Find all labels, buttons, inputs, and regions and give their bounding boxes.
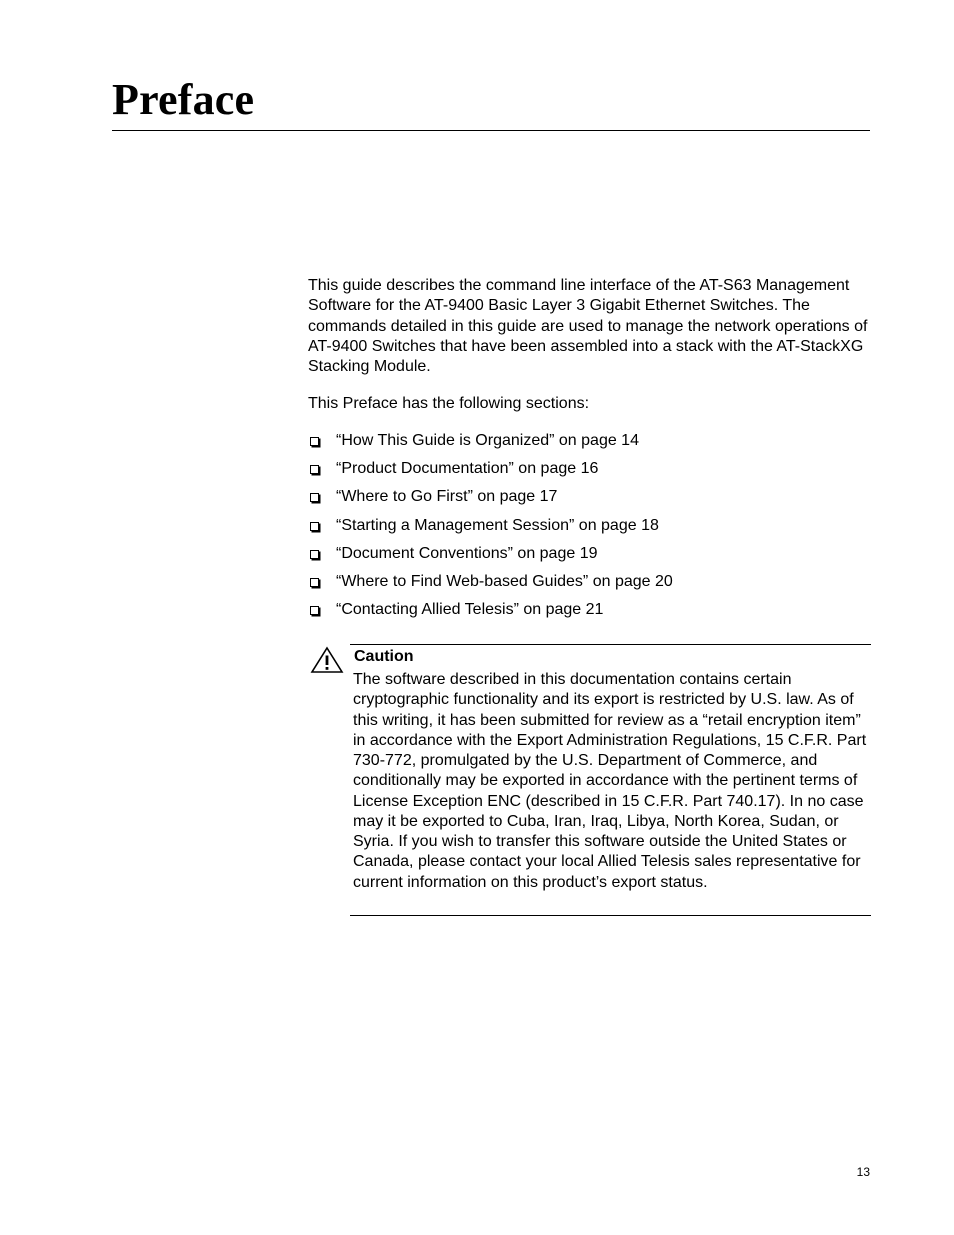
sections-intro: This Preface has the following sections: <box>308 395 590 412</box>
caution-bottom-divider <box>350 915 871 916</box>
caution-text: The software described in this documentation contains certain cryptographic functionality and its export is restricted by U.S. law. As of this writing, it has been submitted for review as a “retail encryption item” in accordance with the Export Administration Regulations, 15 C.F.R. Part 730-772, promulgated by the U.S. Department of Commerce, and conditionally may be exported in accordance with the pertinent terms of License Exception ENC (described in 15 C.F.R. Part 740.17). In no case may it be exported to Cuba, Iran, Iraq, Libya, North Korea, Sudan, or Syria. If you wish to transfer this software outside the United States or Canada, please contact your local Allied Telesis sales representative for current information on this product’s export status. <box>353 671 867 891</box>
page-title: Preface <box>112 75 255 124</box>
page-number: 13 <box>856 1165 870 1179</box>
checkbox-square-icon <box>310 606 319 615</box>
section-link[interactable]: “Document Conventions” on page 19 <box>336 544 598 562</box>
intro-paragraph: This guide describes the command line interface of the AT-S63 Management Software for the AT-9400 Basic Layer 3 Gigabit Ethernet Switches. The commands detailed in this guide are used to manage the network operations of AT-9400 Switches that have been assembled into a stack with the AT-StackXG Stacking Module. <box>308 277 868 376</box>
section-list-item[interactable] <box>308 515 870 543</box>
section-link[interactable]: “Where to Find Web-based Guides” on page 20 <box>336 572 673 590</box>
section-link[interactable]: “How This Guide is Organized” on page 14 <box>336 432 639 449</box>
section-link[interactable]: “Contacting Allied Telesis” on page 21 <box>336 601 604 619</box>
section-list-item[interactable] <box>308 543 870 571</box>
caution-heading: Caution <box>354 648 414 665</box>
caution-top-divider <box>350 644 871 645</box>
section-list-item[interactable] <box>308 571 870 599</box>
checkbox-square-icon <box>310 550 319 559</box>
section-link[interactable]: “Starting a Management Session” on page 18 <box>336 516 659 534</box>
section-link[interactable]: “Product Documentation” on page 16 <box>336 460 599 478</box>
section-list-item[interactable] <box>308 430 870 458</box>
checkbox-square-icon <box>310 522 319 531</box>
section-link[interactable]: “Where to Go First” on page 17 <box>336 488 558 506</box>
checkbox-square-icon <box>310 465 319 474</box>
section-list-item[interactable] <box>308 599 870 627</box>
warning-triangle-icon <box>310 646 344 674</box>
section-list-item[interactable] <box>308 458 870 486</box>
section-list <box>308 430 870 627</box>
checkbox-square-icon <box>310 493 319 502</box>
section-list-item[interactable] <box>308 486 870 514</box>
checkbox-square-icon <box>310 437 319 446</box>
title-divider <box>112 130 870 131</box>
checkbox-square-icon <box>310 578 319 587</box>
